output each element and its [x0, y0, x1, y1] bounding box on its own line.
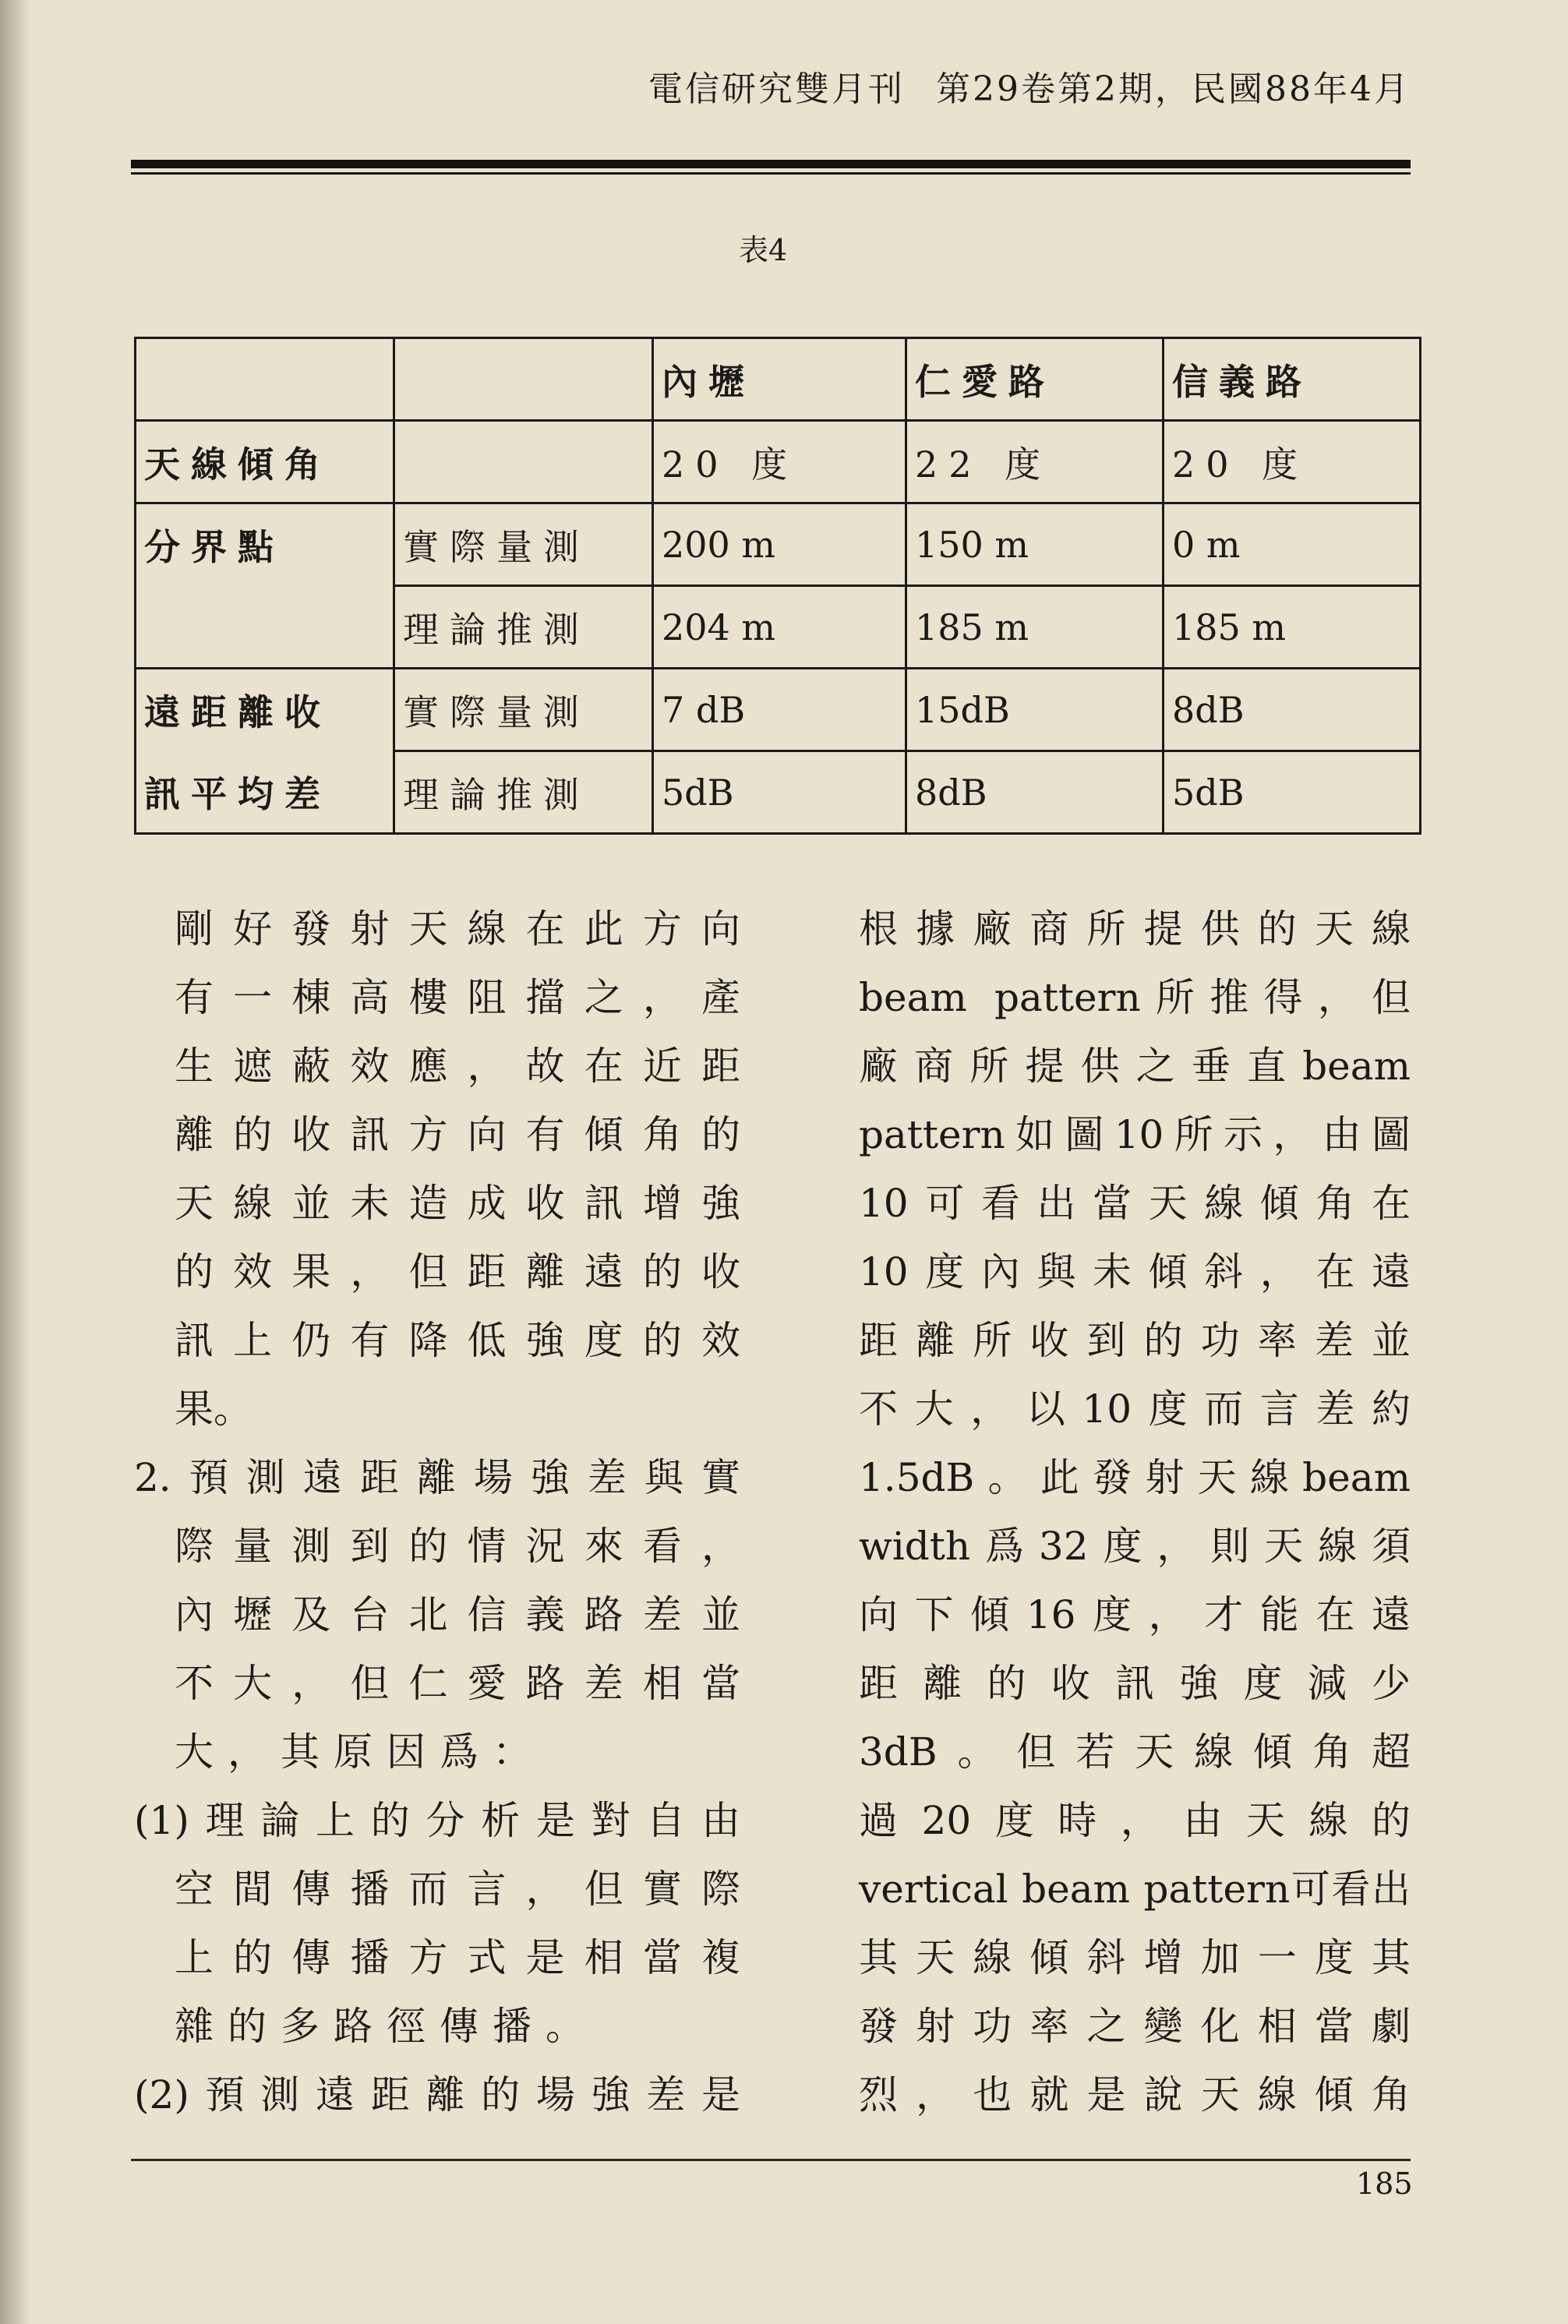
text-line: (2)預測遠距離的場強差是 [134, 2072, 740, 2117]
right-text-column [859, 895, 1411, 2129]
row-sublabel: 實際量測 [394, 503, 653, 586]
table-cell: 8dB [1164, 669, 1421, 751]
table-cell: 15dB [906, 669, 1164, 751]
table-cell: 0 m [1164, 503, 1421, 586]
journal-title: 電信研究雙月刊 [648, 69, 906, 109]
header-cell-renai: 仁愛路 [906, 338, 1164, 421]
row-sublabel [394, 421, 653, 503]
left-text-column [134, 895, 740, 2129]
issue-info: 第29卷第2期，民國88年4月 [936, 69, 1411, 109]
row-label: 訊平均差 [136, 751, 394, 834]
table-cell: 5dB [1164, 751, 1421, 834]
table-cell: 5dB [653, 751, 906, 834]
table-header-row [136, 338, 1421, 421]
text-line: 烈，也就是說天線傾角 [859, 2072, 1411, 2117]
text-line: 其天線傾斜增加一度其 [859, 1935, 1411, 1980]
footer-rule [131, 2159, 1411, 2161]
text-line: pattern如圖10所示，由圖 [859, 1112, 1411, 1157]
text-line: 果。 [175, 1386, 253, 1432]
header-cell-neili: 內壢 [653, 338, 906, 421]
header-rule-thin [131, 172, 1411, 175]
text-line: 訊上仍有降低強度的效 [175, 1318, 740, 1363]
table-row [136, 421, 1421, 503]
text-line: 生遮蔽效應，故在近距 [175, 1044, 740, 1089]
table-row [136, 751, 1421, 834]
text-line: (1)理論上的分析是對自由 [134, 1798, 740, 1843]
table-cell: 204 m [653, 586, 906, 669]
text-line: 10可看出當天線傾角在 [859, 1181, 1411, 1226]
page-number: 185 [1356, 2167, 1413, 2201]
text-line: 不大，以10度而言差約 [859, 1386, 1411, 1432]
table-cell: 150 m [906, 503, 1164, 586]
text-line: 內壢及台北信義路差並 [175, 1592, 740, 1637]
text-line: 距離的收訊強度減少 [859, 1661, 1411, 1706]
text-line: 剛好發射天線在此方向 [175, 906, 740, 952]
text-line: 有一棟高樓阻擋之，產 [175, 975, 740, 1020]
text-line: 發射功率之變化相當劇 [859, 2004, 1411, 2049]
table-caption: 表4 [739, 233, 788, 267]
text-line: 的效果，但距離遠的收 [175, 1249, 740, 1294]
row-sublabel: 理論推測 [394, 751, 653, 834]
table-cell: 20 度 [653, 421, 906, 503]
text-line: 際量測到的情況來看， [175, 1524, 740, 1569]
text-line: 離的收訊方向有傾角的 [175, 1112, 740, 1157]
header-cell-xinyi: 信義路 [1164, 338, 1421, 421]
text-line: 廠商所提供之垂直beam [859, 1044, 1411, 1089]
table-cell: 22 度 [906, 421, 1164, 503]
results-table [134, 337, 1421, 835]
text-line: 1.5dB。此發射天線beam [859, 1455, 1411, 1500]
row-sublabel: 實際量測 [394, 669, 653, 751]
row-label: 天線傾角 [136, 421, 394, 503]
row-label: 分界點 [136, 503, 394, 586]
text-line: 上的傳播方式是相當複 [175, 1935, 740, 1980]
text-line: 不大，但仁愛路差相當 [175, 1661, 740, 1706]
table-row [136, 669, 1421, 751]
text-line: width爲32度，則天線須 [859, 1524, 1411, 1569]
header-cell [394, 338, 653, 421]
running-header [436, 61, 1411, 123]
text-line: 大，其原因爲： [175, 1729, 546, 1775]
text-line: 向下傾16度，才能在遠 [859, 1592, 1411, 1637]
text-line: 過20度時，由天線的 [859, 1798, 1411, 1843]
table-cell: 200 m [653, 503, 906, 586]
text-line: 距離所收到的功率差並 [859, 1318, 1411, 1363]
page-edge-shadow [0, 0, 31, 2324]
table-cell: 7 dB [653, 669, 906, 751]
text-line: beam pattern所推得，但 [859, 975, 1411, 1020]
text-line: 2.預測遠距離場強差與實 [134, 1455, 740, 1500]
row-sublabel: 理論推測 [394, 586, 653, 669]
table-row [136, 503, 1421, 586]
row-label: 遠距離收 [136, 669, 394, 751]
text-line: 根據廠商所提供的天線 [859, 906, 1411, 952]
table-cell: 8dB [906, 751, 1164, 834]
row-label [136, 586, 394, 669]
table-row [136, 586, 1421, 669]
table-cell: 20 度 [1164, 421, 1421, 503]
text-line: vertical beam pattern可看出 [859, 1867, 1411, 1912]
text-line: 3dB。但若天線傾角超 [859, 1729, 1411, 1775]
table-cell: 185 m [906, 586, 1164, 669]
text-line: 天線並未造成收訊增強 [175, 1181, 740, 1226]
text-line: 10度內與未傾斜，在遠 [859, 1249, 1411, 1294]
table-cell: 185 m [1164, 586, 1421, 669]
header-cell [136, 338, 394, 421]
header-rule-thick [131, 160, 1411, 168]
text-line: 空間傳播而言，但實際 [175, 1867, 740, 1912]
text-line: 雜的多路徑傳播。 [175, 2004, 599, 2049]
